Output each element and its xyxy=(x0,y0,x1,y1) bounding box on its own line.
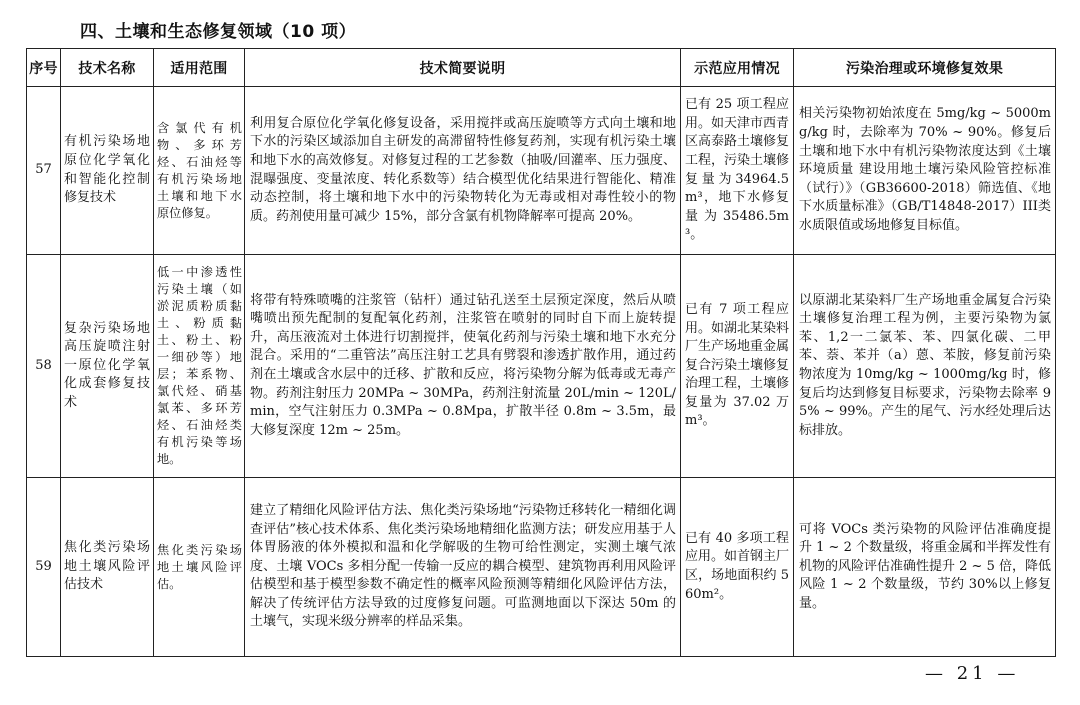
row-tech-name xyxy=(61,478,154,657)
row-scope xyxy=(154,478,245,657)
technology-table xyxy=(26,48,1056,657)
row-scope xyxy=(154,87,245,255)
page-number: — 21 — xyxy=(925,663,1020,684)
row-effect xyxy=(794,255,1056,478)
effect-text: 相关污染物初始浓度在 5mg/kg ~ 5000mg/kg 时，去除率为 70% ~ 90%。修复后土壤和地下水中有机污染物浓度达到《土壤环境质量 建设用地土壤污染风险管控标准（试行）》（GB36600-2018）筛选值、《地下水质量标准》（GB/T14848-2017）III类水质限值或场地修复目标值。 xyxy=(799,106,1051,233)
scope-text: 含氯代有机物、多环芳烃、石油烃等有机污染场地土壤和地下水原位修复。 xyxy=(157,120,242,220)
header-demo: 示范应用情况 xyxy=(681,49,794,87)
row-demo xyxy=(681,87,794,255)
header-description: 技术简要说明 xyxy=(245,49,681,87)
header-index: 序号 xyxy=(27,49,61,87)
header-tech-name: 技术名称 xyxy=(61,49,154,87)
effect-text: 可将 VOCs 类污染物的风险评估准确度提升 1 ~ 2 个数量级，将重金属和半挥发性有机物的风险评估准确性提升 2 ~ 5 倍，降低风险 1 ~ 2 个数量级，节约 30%以上修复量。 xyxy=(799,521,1051,611)
demo-text: 已有 25 项工程应用。如天津市西青区高泰路土壤修复工程，污染土壤修复量为34964.5m³，地下水修复量为35486.5m³。 xyxy=(685,97,790,243)
table-row xyxy=(27,478,1056,657)
header-effect: 污染治理或环境修复效果 xyxy=(794,49,1056,87)
row-description xyxy=(245,87,681,255)
description-text: 建立了精细化风险评估方法、焦化类污染场地“污染物迁移转化一精细化调查评估”核心技术体系、焦化类污染场地精细化监测方法；研发应用基于人体胃肠液的体外模拟和温和化学解吸的生物可给性测定，实测土壤气浓度、土壤 VOCs 多相分配一传输一反应的耦合模型、建筑物再利用风险评估模型和基于模型参数不确定性的概率风险预测等精细化风险评估方法，解决了传统评估方法导致的过度修复问题。可监测地面以下深达 50m 的土壤气，实现米级分辨率的样品采集。 xyxy=(250,502,676,630)
row-demo xyxy=(681,255,794,478)
effect-text: 以原湖北某染料厂生产场地重金属复合污染土壤修复治理工程为例，主要污染物为氯苯、1,2一二氯苯、苯、四氯化碳、二甲苯、萘、苯并（a）蒽、苯胺，修复前污染物浓度为 10mg/kg ~ 1000mg/kg 时，修复后均达到修复目标要求，污染物去除率 95% ~ 99%。产生的尾气、污水经处理后达标排放。 xyxy=(799,292,1051,438)
table-row xyxy=(27,87,1056,255)
row-tech-name xyxy=(61,255,154,478)
table-header-row xyxy=(27,49,1056,87)
row-demo xyxy=(681,478,794,657)
row-tech-name xyxy=(61,87,154,255)
header-scope: 适用范围 xyxy=(154,49,245,87)
description-text: 将带有特殊喷嘴的注浆管（钻杆）通过钻孔送至土层预定深度，然后从喷嘴喷出预先配制的复配氧化药剂，注浆管在喷射的同时自下而上旋转提升，高压液流对土体进行切割搅拌，使氧化药剂与污染土壤和地下水充分混合。采用的“二重管法”高压注射工艺具有劈裂和渗透扩散作用，通过药剂在土壤或含水层中的迁移、扩散和反应，将污染物分解为低毒或无毒产物。药剂注射压力 20MPa ~ 30MPa，药剂注射流量 20L/min ~ 120L/min，空气注射压力 0.3MPa ~ 0.8Mpa，扩散半径 0.8m ~ 3.5m，最大修复深度 12m ~ 25m。 xyxy=(250,292,676,438)
table-row xyxy=(27,255,1056,478)
description-text: 利用复合原位化学氧化修复设备，采用搅拌或高压旋喷等方式向土壤和地下水的污染区域添加自主研发的高滞留特性修复药剂，实现有机污染土壤和地下水的高效修复。对修复过程的工艺参数（抽吸/回灌率、压力强度、混曝强度、变量浓度、转化系数等）结合模型优化结果进行智能化、精准动态控制，将土壤和地下水中的污染物转化为无毒或相对毒性较小的物质。药剂使用量可减少 15%，部分含氯有机物降解率可提高 20%。 xyxy=(250,115,676,224)
row-effect xyxy=(794,478,1056,657)
row-description xyxy=(245,255,681,478)
row-index: 59 xyxy=(27,478,61,657)
row-description xyxy=(245,478,681,657)
scope-text: 焦化类污染场地土壤风险评估。 xyxy=(157,542,242,591)
row-effect xyxy=(794,87,1056,255)
scope-text: 低一中渗透性污染土壤（如淤泥质粉质黏土、粉质黏土、粉土、粉一细砂等）地层；苯系物、氯代烃、硝基氯苯、多环芳烃、石油烃类有机污染等场地。 xyxy=(157,265,242,466)
tech-name-text: 焦化类污染场地土壤风险评估技术 xyxy=(64,540,150,593)
row-scope xyxy=(154,255,245,478)
section-title: 四、土壤和生态修复领域（10 项） xyxy=(80,22,357,42)
demo-text: 已有 7 项工程应用。如湖北某染料厂生产场地重金属复合污染土壤修复治理工程，土壤修复量为 37.02 万 m³。 xyxy=(685,301,790,429)
demo-text: 已有 40 多项工程应用。如首钢主厂区，场地面积约 560m²。 xyxy=(685,530,790,602)
tech-name-text: 复杂污染场地高压旋喷注射一原位化学氧化成套修复技术 xyxy=(64,320,150,410)
row-index: 58 xyxy=(27,255,61,478)
row-index: 57 xyxy=(27,87,61,255)
tech-name-text: 有机污染场地原位化学氧化和智能化控制修复技术 xyxy=(64,134,150,206)
